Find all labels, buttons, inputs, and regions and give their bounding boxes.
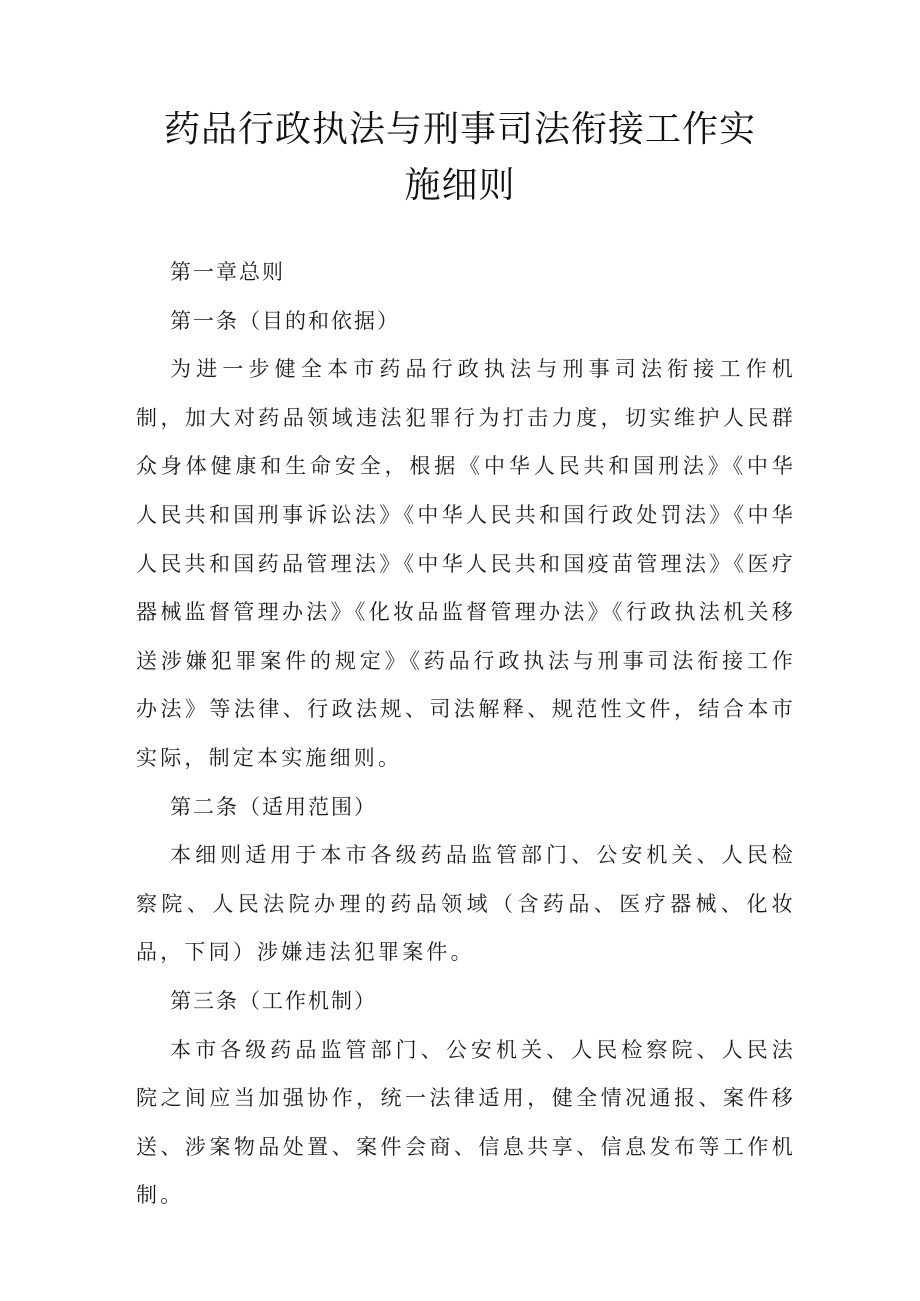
article-2-heading: 第二条（适用范围） bbox=[170, 794, 377, 819]
document-title: 药品行政执法与刑事司法衔接工作实施细则 bbox=[163, 109, 756, 206]
article-2-text: 本细则适用于本市各级药品监管部门、公安机关、人民检察院、人民法院办理的药品领域（含药品、医疗器械、化妆品，下同）涉嫌违法犯罪案件。 bbox=[136, 843, 796, 965]
document-body bbox=[136, 248, 796, 1220]
article-1-text: 为进一步健全本市药品行政执法与刑事司法衔接工作机制，加大对药品领域违法犯罪行为打击力度，切实维护人民群众身体健康和生命安全，根据《中华人民共和国刑法》《中华人民共和国刑事诉讼法》《中华人民共和国行政处罚法》《中华人民共和国药品管理法》《中华人民共和国疫苗管理法》《医疗器械监督管理办法》《化妆品监督管理办法》《行政执法机关移送涉嫌犯罪案件的规定》《药品行政执法与刑事司法衔接工作办法》等法律、行政法规、司法解释、规范性文件，结合本市实际，制定本实施细则。 bbox=[136, 357, 796, 770]
article-1-heading: 第一条（目的和依据） bbox=[170, 308, 400, 333]
chapter-heading: 第一章总则 bbox=[170, 260, 285, 284]
article-3-heading: 第三条（工作机制） bbox=[170, 988, 377, 1013]
article-3-text: 本市各级药品监管部门、公安机关、人民检察院、人民法院之间应当加强协作，统一法律适用，健全情况通报、案件移送、涉案物品处置、案件会商、信息共享、信息发布等工作机制。 bbox=[136, 1037, 796, 1208]
